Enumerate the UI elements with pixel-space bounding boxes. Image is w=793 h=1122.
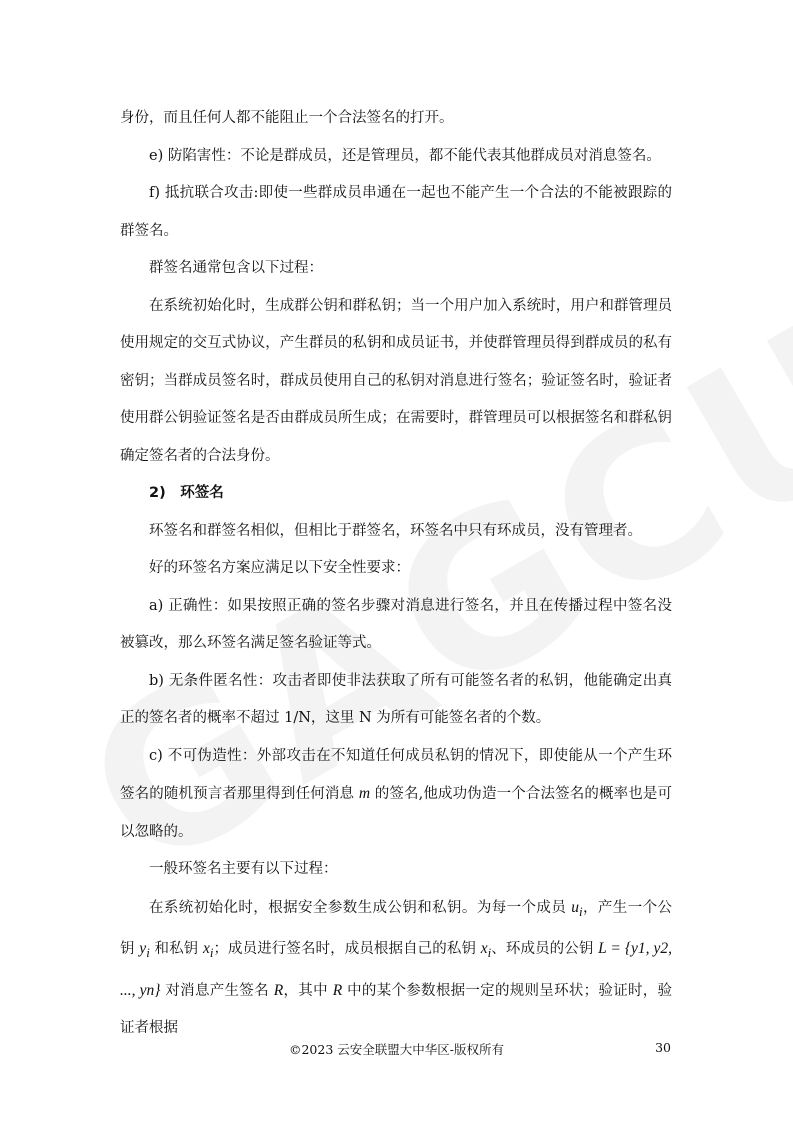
text-run: ，产生一个公钥 — [120, 899, 673, 958]
paragraph-unforgeability — [120, 738, 672, 852]
paragraph-group-process: 在系统初始化时，生成群公钥和群私钥；当一个用户加入系统时，用户和群管理员使用规定的交互式协议，产生群员的私钥和成员证书，并使群管理员得到群成员的私有密钥；当群成员签名时，群成员使用自己的私钥对消息进行签名；验证签名时，验证者使用群公钥验证签名是否由群成员所生成；在需要时，群管理员可以根据签名和群私钥确定签名者的合法身份。 — [120, 297, 672, 464]
math-R: R — [332, 981, 343, 999]
paragraph-group-process-intro: 群签名通常包含以下过程： — [149, 260, 323, 276]
math-m: m — [358, 785, 371, 802]
math-x-base: x — [480, 940, 488, 958]
text-run: ；成员进行签名时，成员根据自己的私钥 — [213, 941, 481, 958]
math-subscript: i — [209, 945, 214, 961]
math-x — [202, 940, 214, 961]
paragraph-anonymity: b) 无条件匿名性：攻击者即使非法获取了所有可能签名者的私钥，他能确定出真正的签名者的概率不超过 1/N，这里 N 为所有可能签名者的个数。 — [120, 672, 672, 726]
paragraph-ring-intro: 环签名和群签名相似，但相比于群签名，环签名中只有环成员，没有管理者。 — [149, 522, 642, 539]
math-x-base: x — [202, 940, 210, 958]
paragraph-anti-framing: e) 防陷害性：不论是群成员，还是管理员，都不能代表其他群成员对消息签名。 — [149, 147, 661, 164]
text-run: 的签名,他成功伪造一个合法签名的概率也是可以忽略的。 — [120, 786, 673, 840]
section-heading-ring-signature: 2) 环签名 — [149, 485, 224, 501]
text-run: 和私钥 — [149, 941, 203, 958]
paragraph-ring-process-intro: 一般环签名主要有以下过程： — [149, 861, 338, 877]
text-run: c) 不可伪造性：外部攻击在不知道任何成员私钥的情况下，即使能从一个产生环签名的随机预言者那里得到任何消息 — [120, 747, 672, 802]
paragraph-ring-process — [120, 889, 672, 1048]
paragraph-correctness: a) 正确性：如果按照正确的签名步骤对消息进行签名，并且在传播过程中签名没被篡改，那么环签名满足签名验证等式。 — [120, 597, 672, 651]
page-number: 30 — [655, 1040, 671, 1055]
page-footer — [0, 1040, 793, 1060]
paragraph-anti-collusion: f) 抵抗联合攻击:即使一些群成员串通在一起也不能产生一个合法的不能被跟踪的群签名。 — [120, 185, 672, 239]
paragraph-identity: 身份，而且任何人都不能阻止一个合法签名的打开。 — [120, 110, 454, 126]
text-run: 在系统初始化时，根据安全参数生成公钥和私钥。为每一个成员 — [149, 899, 572, 916]
math-L: L = {y1, y2, ..., yn} — [120, 940, 673, 999]
math-y-base: y — [139, 940, 147, 958]
math-x — [480, 940, 492, 961]
text-run: 对消息产生签名 — [160, 982, 274, 999]
paragraph-ring-requirements: 好的环签名方案应满足以下安全性要求： — [149, 560, 410, 576]
math-u — [571, 898, 583, 919]
text-run: 中的某个参数根据一定的规则呈环状；验证时，验证者根据 — [120, 982, 673, 1037]
math-u-base: u — [571, 898, 579, 916]
math-subscript: i — [579, 903, 583, 919]
math-subscript: i — [487, 945, 492, 961]
math-R: R — [273, 981, 284, 999]
math-y — [139, 940, 150, 961]
body-text — [120, 100, 672, 1048]
math-subscript: i — [146, 945, 150, 961]
text-run: ，其中 — [283, 982, 333, 999]
text-run: 、环成员的公钥 — [491, 941, 599, 958]
copyright-text: ©2023 云安全联盟大中华区-版权所有 — [288, 1042, 504, 1057]
